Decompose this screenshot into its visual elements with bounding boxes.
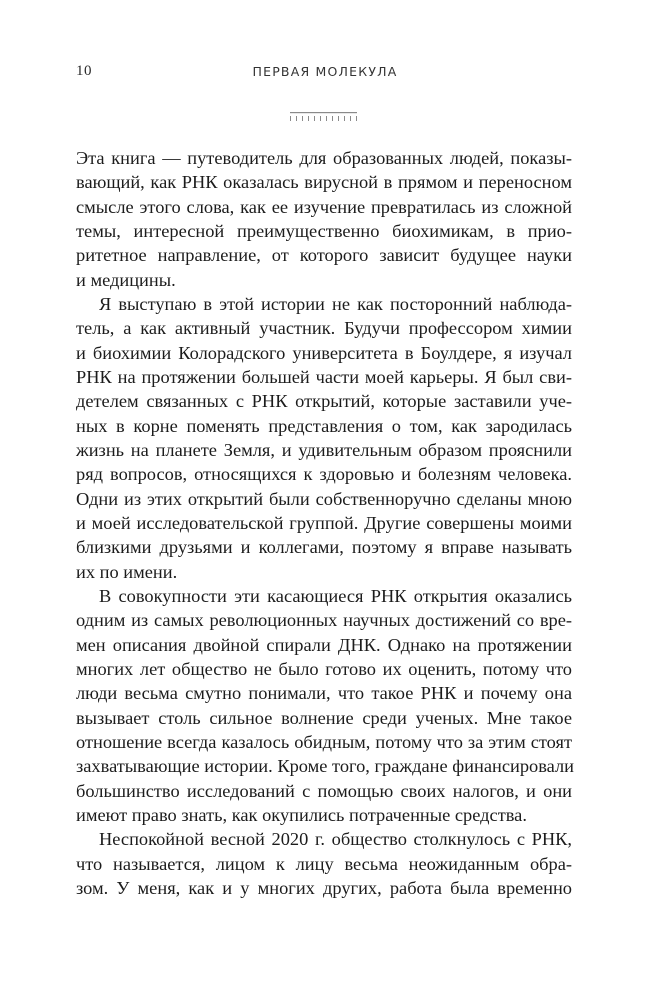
text-line: темы, интересной преимущественно биохимикам, в прио- [76, 220, 572, 241]
text-line: вающий, как РНК оказалась вирусной в прямом и переносном [76, 172, 572, 193]
running-head [76, 62, 572, 86]
text-line: Неспокойной весной 2020 г. общество столкнулось с РНК, [99, 829, 572, 850]
text-line: Эта книга — путеводитель для образованных людей, показы- [76, 148, 572, 168]
text-line: многих лет общество не было готово их оценить, потому что [76, 658, 572, 679]
text-line: захватывающие истории. Кроме того, граждане финансировали [76, 756, 575, 777]
paragraph [76, 827, 572, 900]
text-line: Одни из этих открытий были собственноручно сделаны мною [76, 488, 572, 509]
text-line: ряд вопросов, относящихся к здоровью и болезням человека. [76, 464, 572, 485]
text-line: тель, а как активный участник. Будучи профессором химии [76, 318, 572, 339]
text-line: ритетное направление, от которого зависит будущее науки [76, 245, 572, 266]
text-line: мен описания двойной спирали ДНК. Однако на протяжении [76, 634, 572, 655]
text-line: их по имени. [76, 561, 178, 582]
text-line: детелем связанных с РНК открытий, которые заставили уче- [76, 391, 572, 412]
text-line: РНК на протяжении большей части моей карьеры. Я был сви- [76, 366, 572, 387]
text-line: отношение всегда казалось обидным, потому что за этим стоят [76, 731, 572, 752]
text-line: смысле этого слова, как ее изучение превратилась из сложной [76, 196, 572, 217]
text-line: что называется, лицом к лицу весьма неожиданным обра- [76, 853, 572, 874]
text-line: имеют право знать, как окупились потраченные средства. [76, 804, 527, 825]
text-line: В совокупности эти касающиеся РНК открытия оказались [99, 585, 572, 606]
text-line: и медицины. [76, 269, 176, 290]
text-line: вызывает столь сильное волнение среди ученых. Мне такое [76, 707, 572, 728]
paragraph [76, 584, 575, 827]
text-line: и биохимии Колорадского университета в Боулдере, я изучал [76, 342, 572, 363]
body-text [76, 146, 575, 900]
text-line: зом. У меня, как и у многих других, работа была временно [76, 877, 572, 898]
paragraph [76, 292, 572, 584]
running-title: ПЕРВАЯ МОЛЕКУЛА [252, 64, 398, 79]
text-line: близкими друзьями и коллегами, поэтому я вправе называть [76, 537, 572, 558]
page-number: 10 [76, 63, 92, 79]
text-line: большинство исследований с помощью своих налогов, и они [76, 780, 572, 801]
text-line: ных в корне поменять представления о том, как зародилась [76, 415, 572, 436]
tick-rule-ornament-icon [290, 112, 357, 122]
text-line: Я выступаю в этой истории не как посторонний наблюда- [99, 293, 572, 314]
text-line: люди весьма смутно понимали, что такое РНК и почему она [76, 683, 572, 704]
paragraph [76, 146, 572, 292]
text-line: жизнь на планете Земля, и удивительным образом прояснили [76, 439, 572, 460]
text-line: и моей исследовательской группой. Другие совершены моими [76, 512, 572, 533]
text-line: одним из самых революционных научных достижений со вре- [76, 610, 572, 631]
